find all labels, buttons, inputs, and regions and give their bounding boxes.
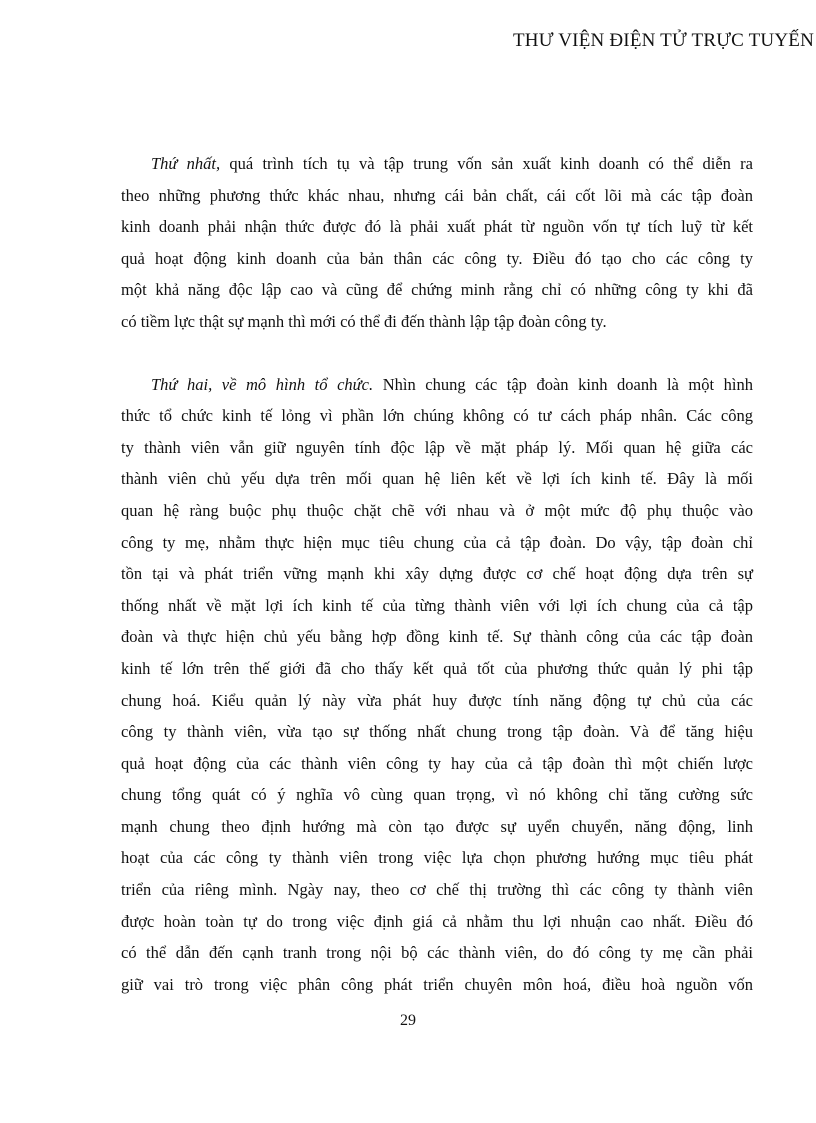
page-header-title: THƯ VIỆN ĐIỆN TỬ TRỰC TUYẾN bbox=[512, 30, 814, 51]
paragraph-lead: Thứ hai, về mô hình tổ chức. bbox=[151, 374, 374, 394]
paragraph-line: thức tổ chức kinh tế lỏng vì phần lớn chúng không có tư cách pháp nhân. Các công bbox=[121, 406, 753, 426]
page-number: 29 bbox=[400, 1012, 416, 1029]
paragraph-1 bbox=[121, 148, 753, 338]
document-body bbox=[121, 148, 753, 1000]
paragraph-line: đoàn và thực hiện chủ yếu bằng hợp đồng kinh tế. Sự thành công của các tập đoàn bbox=[121, 627, 753, 647]
paragraph-line: mạnh chung theo định hướng mà còn tạo được sự uyển chuyển, năng động, linh bbox=[121, 816, 753, 836]
paragraph-line: thống nhất về mặt lợi ích kinh tế của từng thành viên với lợi ích chung của cả tập bbox=[121, 595, 753, 615]
paragraph-line: được hoàn toàn tự do trong việc định giá cả nhằm thu lợi nhuận cao nhất. Điều đó bbox=[121, 911, 753, 931]
paragraph-line: Thứ nhất, quá trình tích tụ và tập trung vốn sản xuất kinh doanh có thể diễn ra bbox=[151, 154, 754, 173]
paragraph-line: thành viên chủ yếu dựa trên mối quan hệ liên kết về lợi ích kinh tế. Đây là mối bbox=[121, 469, 753, 489]
paragraph-line: ty thành viên vẫn giữ nguyên tính độc lập về mặt pháp lý. Mối quan hệ giữa các bbox=[121, 437, 753, 457]
paragraph-line: kinh tế lớn trên thế giới đã cho thấy kết quả tốt của phương thức quản lý phi tập bbox=[121, 658, 753, 678]
paragraph-line: quả hoạt động của các thành viên công ty hay của cả tập đoàn thì một chiến lược bbox=[121, 753, 753, 773]
paragraph-line: có tiềm lực thật sự mạnh thì mới có thể đi đến thành lập tập đoàn công ty. bbox=[121, 311, 607, 331]
paragraph-spacer bbox=[121, 338, 753, 369]
paragraph-line: kinh doanh phải nhận thức được đó là phải xuất phát từ nguồn vốn tự tích luỹ từ kết bbox=[121, 217, 753, 237]
paragraph-line: hoạt của các công ty thành viên trong việc lựa chọn phương hướng mục tiêu phát bbox=[121, 848, 753, 868]
paragraph-line: công ty thành viên, vừa tạo sự thống nhất chung trong tập đoàn. Và để tăng hiệu bbox=[121, 722, 753, 742]
paragraph-line: công ty mẹ, nhằm thực hiện mục tiêu chung của cả tập đoàn. Do vậy, tập đoàn chỉ bbox=[121, 532, 753, 552]
paragraph-line: giữ vai trò trong việc phân công phát triển chuyên môn hoá, điều hoà nguồn vốn bbox=[121, 974, 753, 994]
paragraph-line: quả hoạt động kinh doanh của bản thân các công ty. Điều đó tạo cho các công ty bbox=[121, 248, 753, 268]
paragraph-lead: Thứ nhất, bbox=[151, 154, 221, 173]
paragraph-line: tồn tại và phát triển vững mạnh khi xây dựng được cơ chế hoạt động dựa trên sự bbox=[121, 564, 753, 584]
paragraph-line: Thứ hai, về mô hình tổ chức. Nhìn chung các tập đoàn kinh doanh là một hình bbox=[151, 374, 754, 394]
paragraph-line: quan hệ ràng buộc phụ thuộc chặt chẽ với nhau và ở một mức độ phụ thuộc vào bbox=[121, 500, 753, 520]
paragraph-line: chung hoá. Kiểu quản lý này vừa phát huy được tính năng động tự chủ của các bbox=[121, 690, 753, 710]
paragraph-line: chung tổng quát có ý nghĩa vô cùng quan trọng, vì nó không chỉ tăng cường sức bbox=[121, 785, 753, 805]
paragraph-line: triển của riêng mình. Ngày nay, theo cơ chế thị trường thì các công ty thành viên bbox=[121, 880, 753, 900]
paragraph-line: theo những phương thức khác nhau, nhưng cái bản chất, cái cốt lõi mà các tập đoàn bbox=[121, 185, 753, 205]
paragraph-2 bbox=[121, 369, 753, 1001]
paragraph-line: một khả năng độc lập cao và cũng để chứng minh rằng chỉ có những công ty khi đã bbox=[121, 280, 753, 300]
paragraph-line: có thể dẫn đến cạnh tranh trong nội bộ các thành viên, do đó công ty mẹ cần phải bbox=[121, 943, 753, 963]
